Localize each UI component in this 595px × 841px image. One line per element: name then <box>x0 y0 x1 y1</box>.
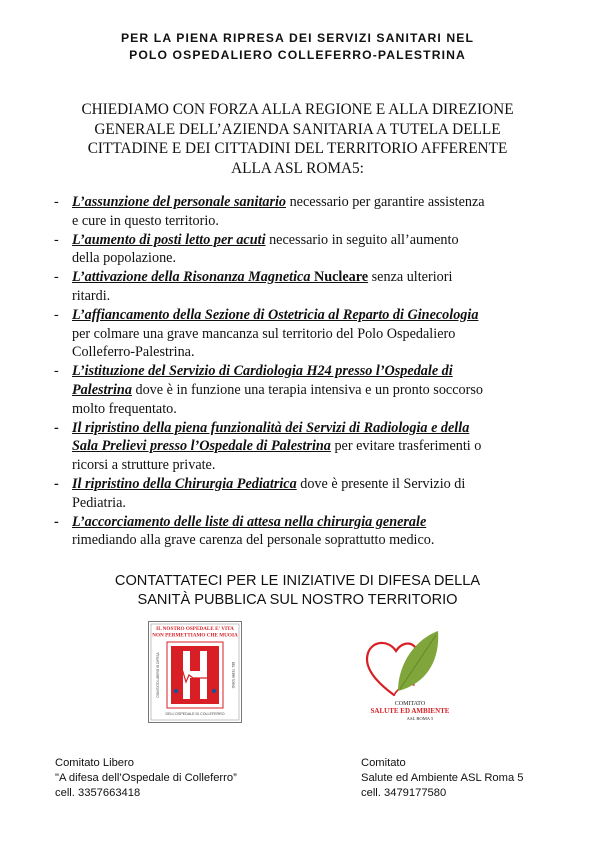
contact-heading <box>0 572 595 609</box>
item-emphasis: L’istituzione del Servizio di Cardiologia H24 presso l’Ospedale di <box>72 363 453 380</box>
demands-list <box>54 193 544 550</box>
item-text: Colleferro-Palestrina. <box>72 344 195 361</box>
footer-line: Comitato <box>361 757 406 769</box>
document-title <box>0 30 595 64</box>
footer-phone: cell. 3479177580 <box>361 787 447 799</box>
list-item <box>54 513 544 551</box>
list-item <box>54 193 544 231</box>
logo-top-text: IL NOSTRO OSPEDALE E' VITA <box>156 626 234 632</box>
footer-line: Salute ed Ambiente ASL Roma 5 <box>361 772 524 784</box>
intro-line: CHIEDIAMO CON FORZA ALLA REGIONE E ALLA DIREZIONE <box>81 101 514 118</box>
bullet-dash: - <box>54 269 59 286</box>
item-text: e cure in questo territorio. <box>72 212 219 229</box>
item-text: senza ulteriori <box>368 269 453 286</box>
footer-contact-right <box>361 756 524 801</box>
logo-side-text: COMITATO LIBERO IN DIFESA <box>156 652 160 698</box>
leaf-icon <box>398 631 438 691</box>
bullet-dash: - <box>54 419 59 436</box>
footer-line: Comitato Libero <box>55 757 134 769</box>
bullet-dash: - <box>54 475 59 492</box>
title-line: POLO OSPEDALIERO COLLEFERRO-PALESTRINA <box>129 48 466 62</box>
item-text: Pediatria. <box>72 494 126 511</box>
hospital-committee-logo <box>148 621 242 723</box>
list-item <box>54 362 544 418</box>
intro-line: CITTADINE E DEI CITTADINI DEL TERRITORIO AFFERENTE <box>87 140 508 157</box>
item-emphasis: L’accorciamento delle liste di attesa nella chirurgia generale <box>72 513 427 530</box>
item-emphasis: Palestrina <box>72 381 132 398</box>
item-text: della popolazione. <box>72 250 177 267</box>
item-emphasis: L’attivazione della Risonanza Magnetica <box>72 269 311 286</box>
item-text: dove è presente il Servizio di <box>296 475 466 492</box>
item-emphasis: Il ripristino della piena funzionalità dei Servizi di Radiologia e della <box>72 419 470 436</box>
item-emphasis: Il ripristino della Chirurgia Pediatrica <box>72 475 297 492</box>
intro-paragraph <box>40 100 555 178</box>
item-emphasis: L’assunzione del personale sanitario <box>72 194 287 210</box>
logo-text: SALUTE ED AMBIENTE <box>370 707 450 715</box>
item-emphasis: L’aumento di posti letto per acuti <box>72 231 266 248</box>
contact-line: SANITÀ PUBBLICA SUL NOSTRO TERRITORIO <box>137 591 458 608</box>
bullet-dash: - <box>54 231 59 248</box>
item-emphasis: Nucleare <box>310 269 369 286</box>
footer-phone: cell. 3357663418 <box>55 787 141 799</box>
logo-side-text: DEL TERRITORIO <box>231 661 235 689</box>
item-text: per evitare trasferimenti o <box>330 438 482 455</box>
footer-contact-left <box>55 756 237 801</box>
contact-line: CONTATTATECI PER LE INIZIATIVE DI DIFESA DELLA <box>114 573 481 589</box>
bullet-dash: - <box>54 306 59 323</box>
list-item <box>54 475 544 513</box>
item-emphasis: L’affiancamento della Sezione di Ostetricia al Reparto di Ginecologia <box>72 306 479 323</box>
logo-top-text: NON PERMETTIAMO CHE MUOIA <box>152 632 238 639</box>
logo-text: ASL ROMA 5 <box>406 716 434 721</box>
item-text: per colmare una grave mancanza sul territorio del Polo Ospedaliero <box>72 325 456 342</box>
bullet-dash: - <box>54 513 59 530</box>
health-environment-logo <box>354 625 466 727</box>
item-text: ritardi. <box>72 287 111 304</box>
list-item <box>54 231 544 269</box>
bullet-dash: - <box>54 363 59 380</box>
list-item <box>54 419 544 475</box>
title-line: PER LA PIENA RIPRESA DEI SERVIZI SANITARI NEL <box>120 31 475 45</box>
item-text: necessario in seguito all’aumento <box>265 231 459 248</box>
item-text: rimediando alla grave carenza del personale soprattutto medico. <box>72 532 435 549</box>
list-item <box>54 268 544 306</box>
item-text: dove è in funzione una terapia intensiva e un pronto soccorso <box>131 381 483 398</box>
item-emphasis: Sala Prelievi presso l’Ospedale di Palestrina <box>72 438 331 455</box>
logo-text: COMITATO <box>394 701 426 707</box>
intro-line: GENERALE DELL’AZIENDA SANITARIA A TUTELA DELLE <box>94 120 501 138</box>
footer-line: "A difesa dell’Ospedale di Colleferro” <box>55 772 237 784</box>
logo-bottom-text: DELL'OSPEDALE DI COLLEFERRO <box>165 712 225 716</box>
intro-line: ALLA ASL ROMA5: <box>231 159 364 177</box>
item-text: molto frequentato. <box>72 400 177 417</box>
item-text: ricorsi a strutture private. <box>72 457 216 474</box>
bullet-dash: - <box>54 194 59 210</box>
list-item <box>54 306 544 362</box>
item-text: necessario per garantire assistenza <box>286 194 485 210</box>
